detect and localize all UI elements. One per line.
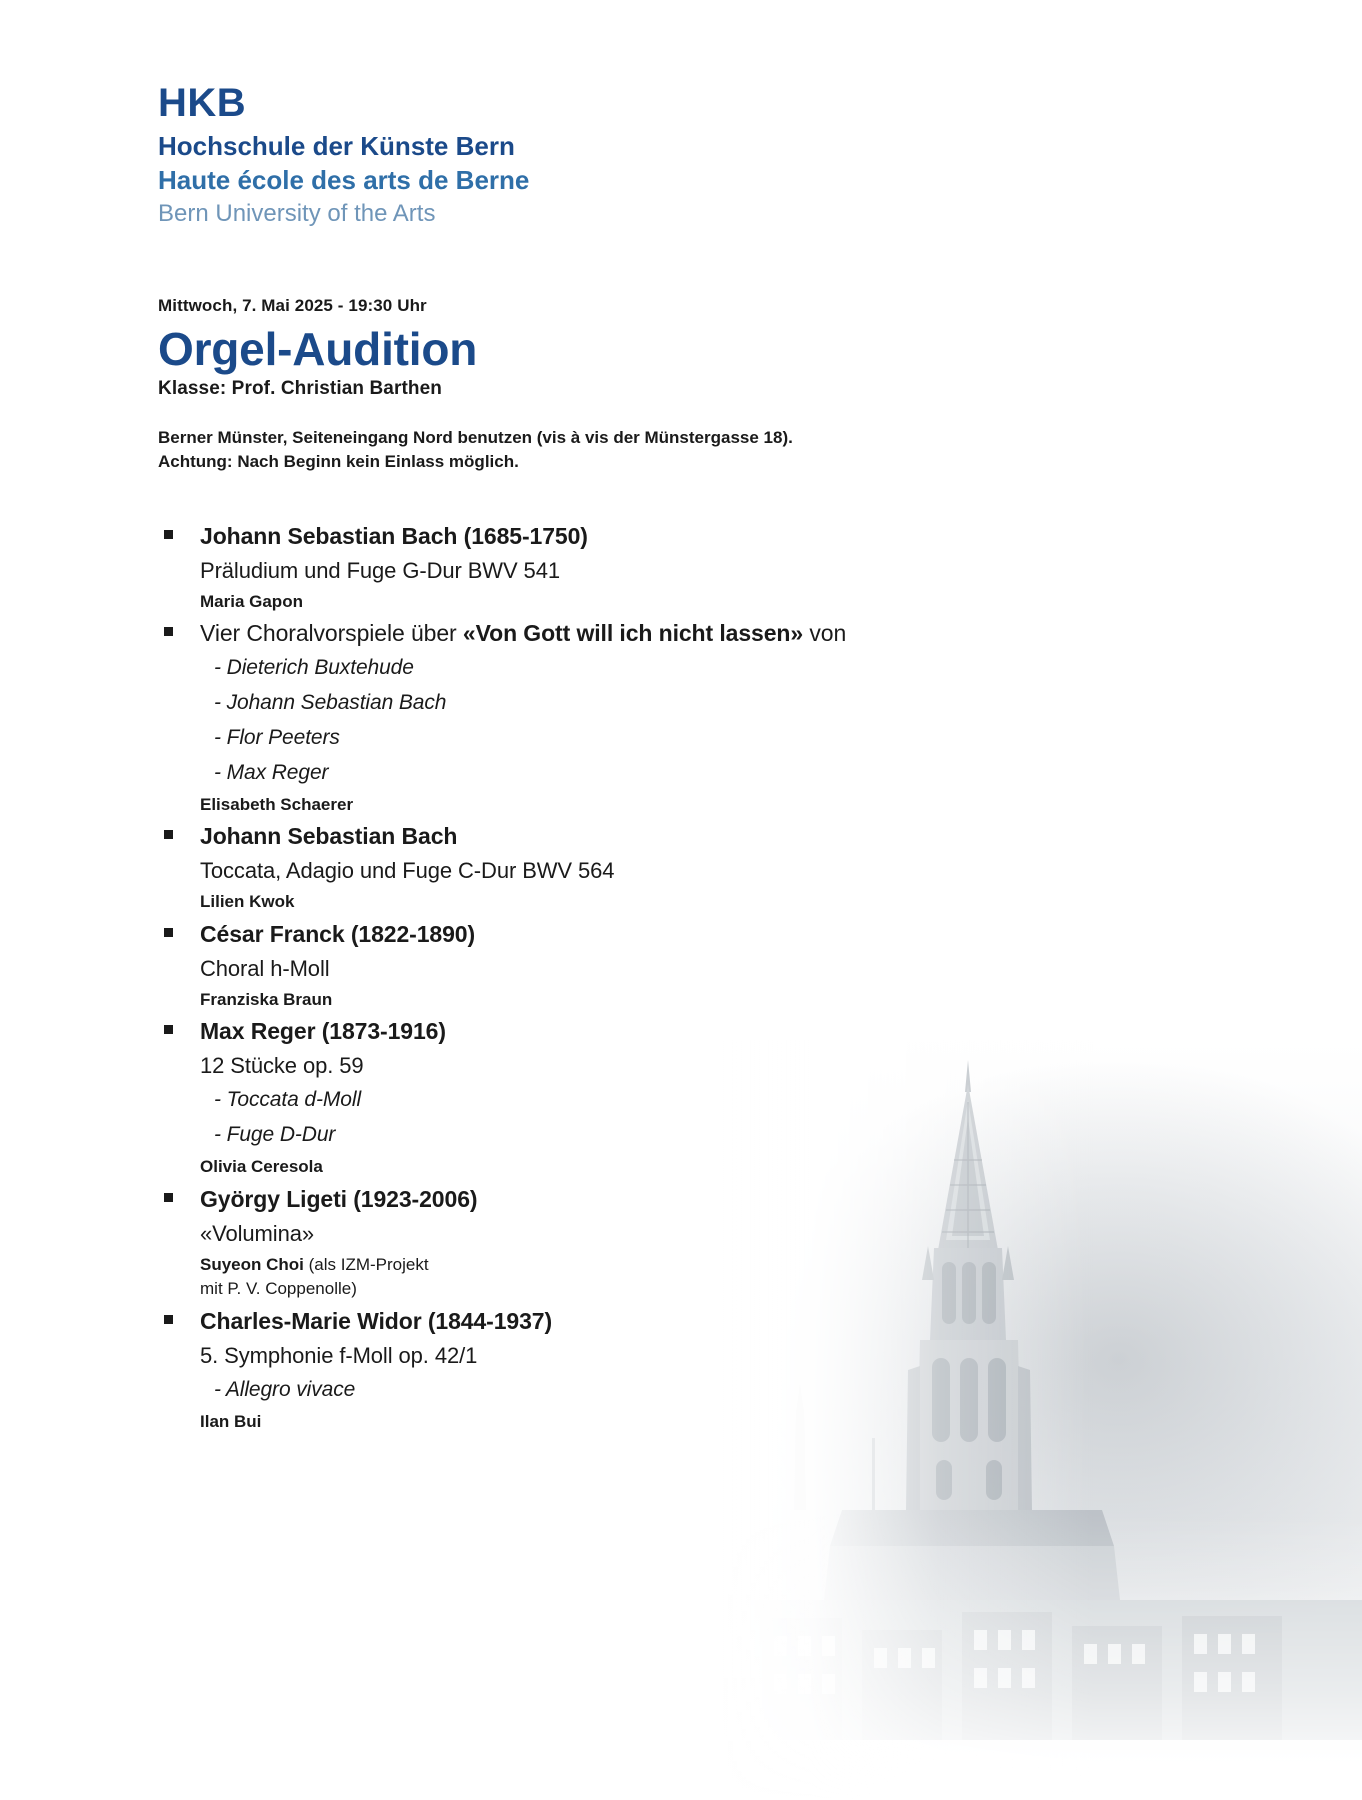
programme-composer: Johann Sebastian Bach (1685-1750) [200, 522, 588, 549]
performer-name: Lilien Kwok [200, 892, 295, 912]
programme-movement: - Max Reger [214, 760, 329, 784]
programme-movement: - Johann Sebastian Bach [214, 691, 447, 715]
programme-item [158, 616, 1218, 817]
programme-item [158, 819, 1218, 915]
programme-composer [200, 616, 1218, 651]
programme-work: 12 Stücke op. 59 [200, 1053, 364, 1079]
programme-work: 5. Symphonie f-Moll op. 42/1 [200, 1342, 478, 1368]
event-date: Mittwoch, 7. Mai 2025 - 19:30 Uhr [158, 296, 427, 315]
programme-movement: - Dieterich Buxtehude [214, 656, 414, 680]
programme-movement: - Toccata d-Moll [214, 1088, 362, 1112]
programme-work: «Volumina» [200, 1220, 314, 1246]
programme-composer: György Ligeti (1923-2006) [200, 1185, 478, 1212]
logo-name-fr: Haute école des arts de Berne [158, 164, 530, 195]
performer-note-line2: mit P. V. Coppenolle) [200, 1279, 357, 1299]
venue-line-2: Achtung: Nach Beginn kein Einlass möglich. [158, 452, 519, 472]
event-subtitle: Klasse: Prof. Christian Barthen [158, 377, 442, 399]
bullet-square-icon [164, 1025, 173, 1034]
hkb-logo [158, 82, 718, 229]
logo-name-en: Bern University of the Arts [158, 199, 436, 227]
performer-name: Olivia Ceresola [200, 1157, 323, 1177]
bullet-square-icon [164, 1315, 173, 1324]
performer-note: (als IZM-Projekt [303, 1254, 429, 1274]
programme-performer [200, 792, 1218, 818]
programme-movement: - Fuge D-Dur [214, 1123, 336, 1147]
venue-info [158, 426, 1218, 475]
programme-performer [200, 1154, 1218, 1180]
programme-item [158, 1014, 1218, 1179]
programme-performer [200, 1409, 1218, 1435]
programme-item [158, 519, 1218, 615]
bullet-square-icon [164, 928, 173, 937]
programme-item [158, 1182, 1218, 1302]
bullet-square-icon [164, 830, 173, 839]
programme-composer: Charles-Marie Widor (1844-1937) [200, 1307, 553, 1334]
logo-name-de: Hochschule der Künste Bern [158, 131, 515, 161]
page-title: Orgel-Audition [158, 323, 478, 375]
performer-name: Ilan Bui [200, 1411, 262, 1431]
composer-emphasis: «Von Gott will ich nicht lassen» [462, 620, 804, 647]
programme-composer: Johann Sebastian Bach [200, 823, 458, 850]
logo-acronym: HKB [158, 81, 247, 125]
programme-performer [200, 987, 1218, 1013]
programme-work: Toccata, Adagio und Fuge C-Dur BWV 564 [200, 858, 615, 884]
composer-prefix: Vier Choralvorspiele über [200, 620, 463, 647]
programme-list [158, 519, 1218, 1434]
performer-name: Suyeon Choi [200, 1254, 304, 1274]
programme-performer [200, 889, 1218, 915]
programme-performer [200, 589, 1218, 615]
programme-performer [200, 1252, 1218, 1278]
programme-composer: Max Reger (1873-1916) [200, 1018, 446, 1045]
programme-work: Präludium und Fuge G-Dur BWV 541 [200, 557, 560, 583]
programme-movement: - Flor Peeters [214, 726, 340, 750]
composer-suffix: von [803, 620, 847, 647]
poster-content [158, 296, 1218, 1436]
performer-name: Maria Gapon [200, 591, 303, 611]
performer-name: Franziska Braun [200, 989, 333, 1009]
programme-item [158, 917, 1218, 1013]
bullet-square-icon [164, 1193, 173, 1202]
bullet-square-icon [164, 627, 173, 636]
venue-line-1: Berner Münster, Seiteneingang Nord benutzen (vis à vis der Münstergasse 18). [158, 427, 793, 447]
programme-composer: César Franck (1822-1890) [200, 920, 476, 947]
performer-name: Elisabeth Schaerer [200, 794, 354, 814]
programme-work: Choral h-Moll [200, 955, 330, 981]
programme-item [158, 1304, 1218, 1434]
bullet-square-icon [164, 530, 173, 539]
programme-movement: - Allegro vivace [214, 1377, 356, 1401]
